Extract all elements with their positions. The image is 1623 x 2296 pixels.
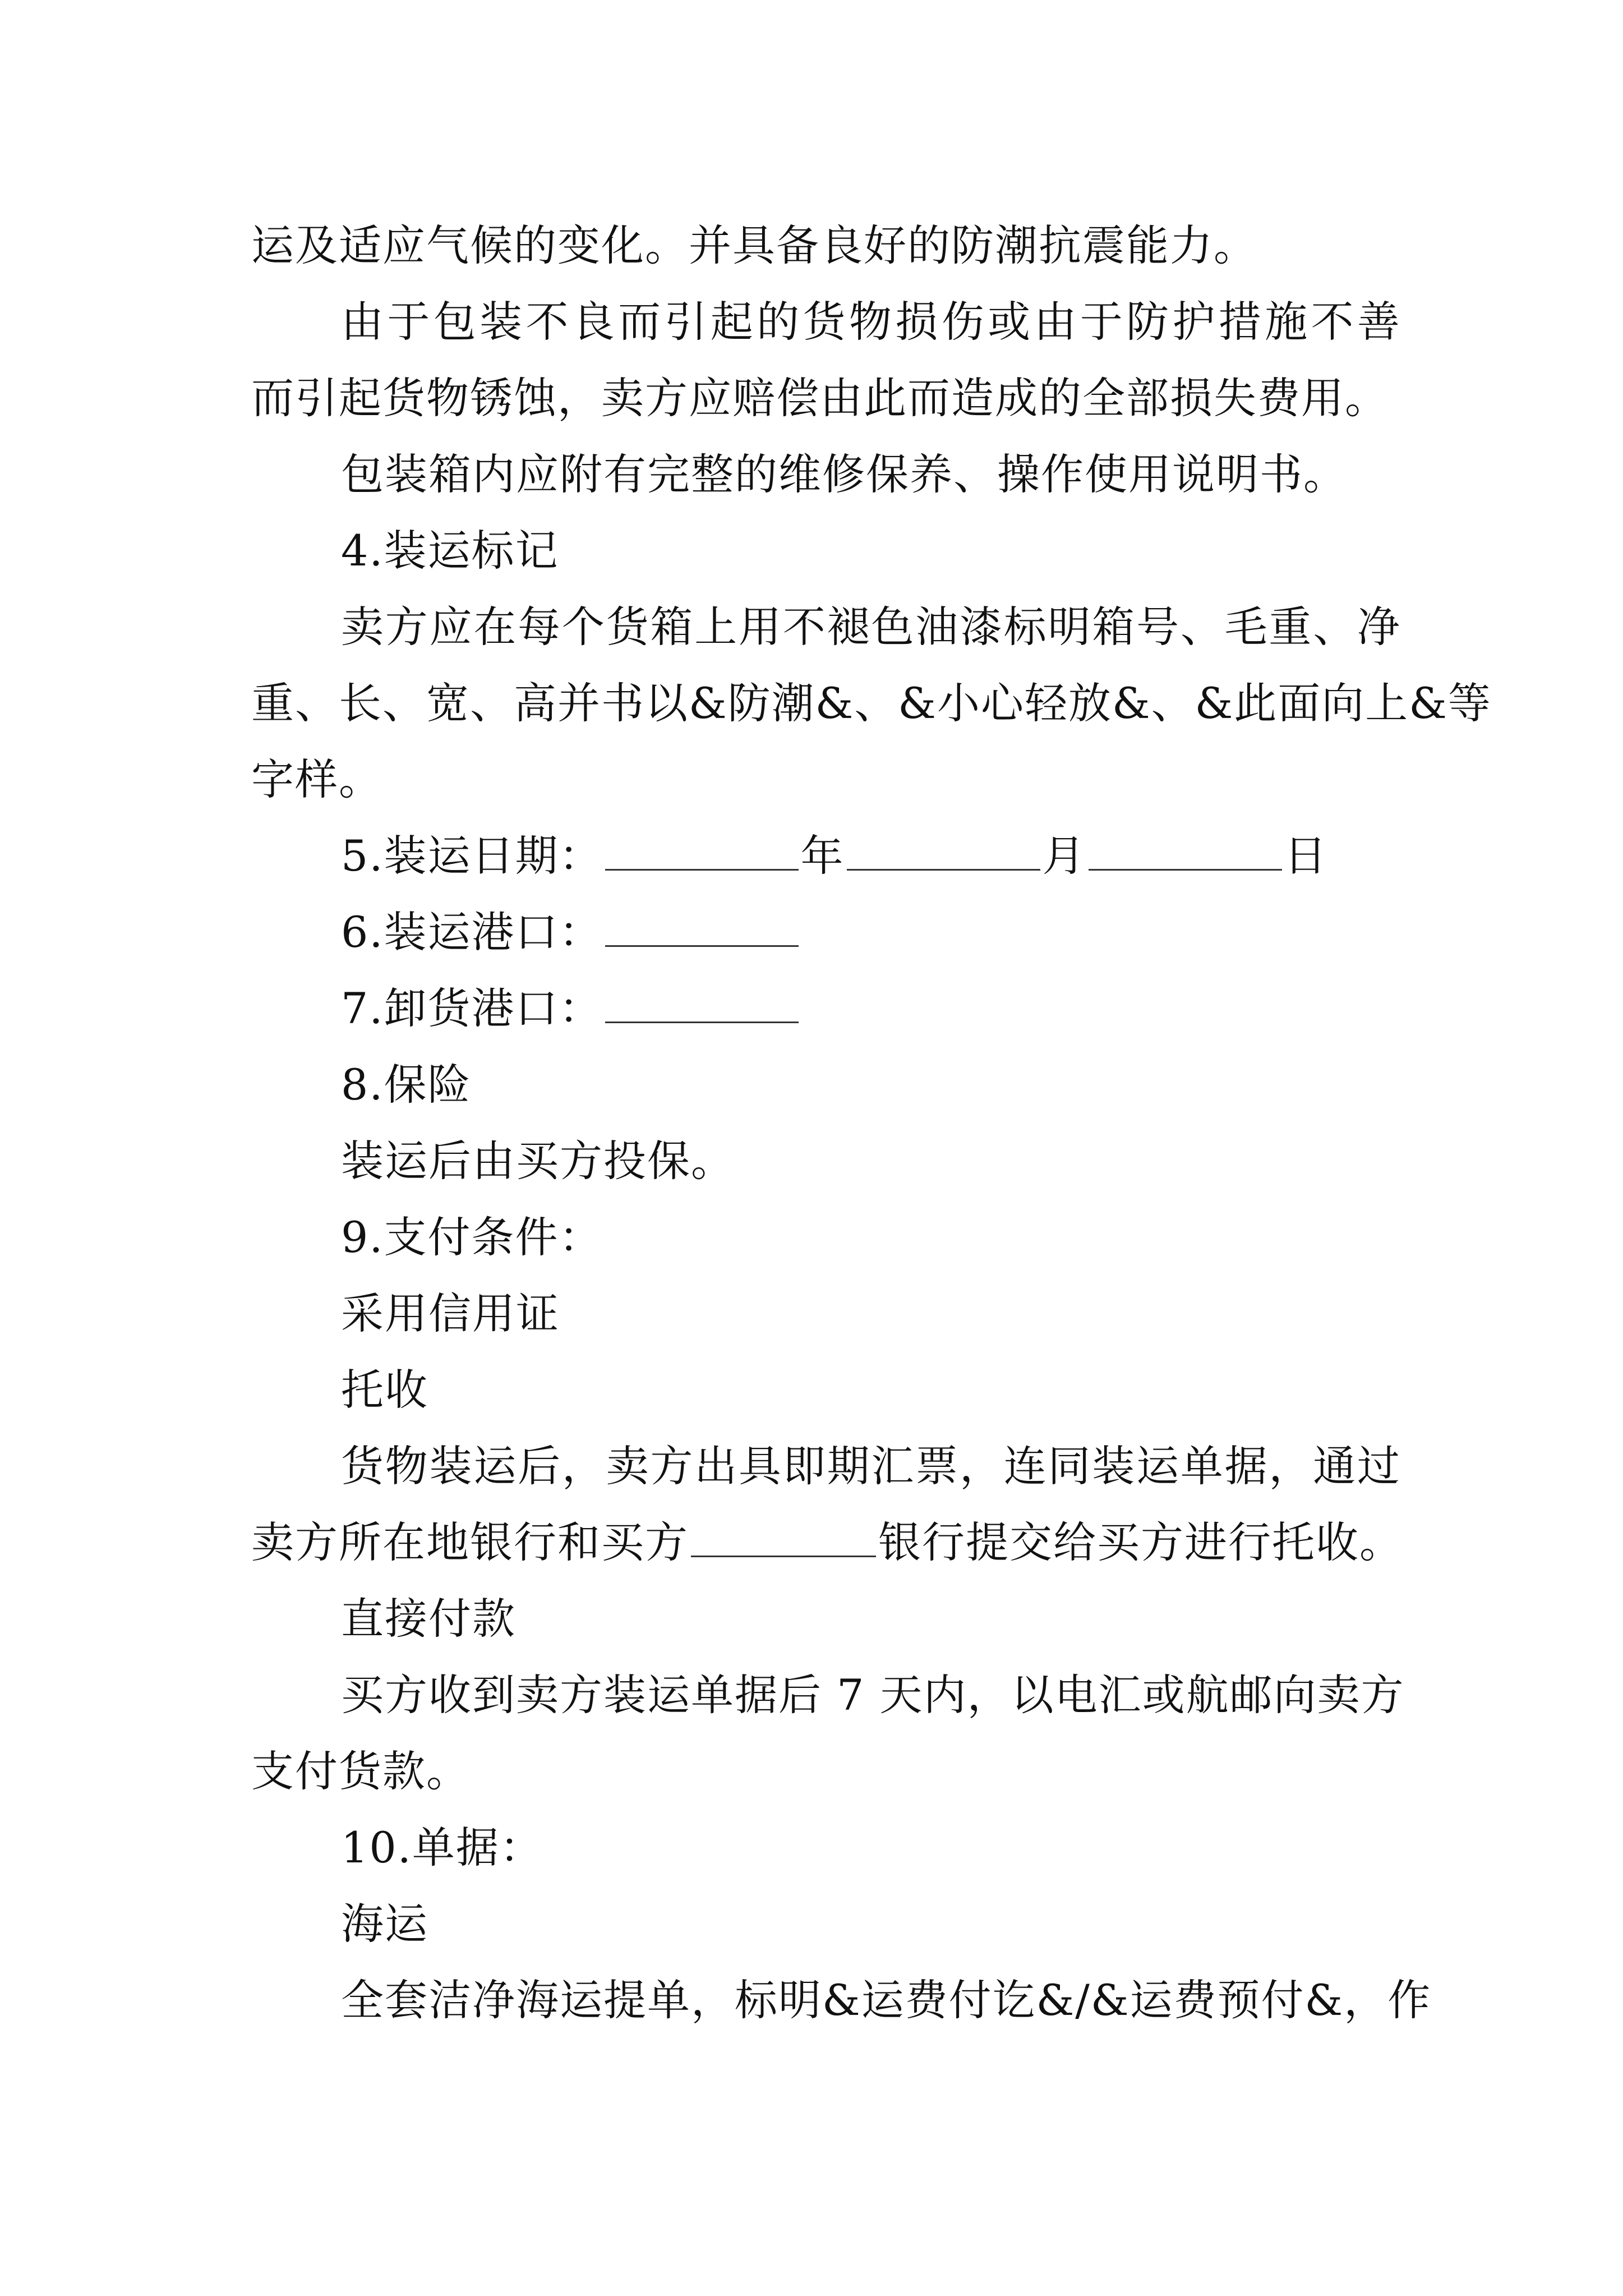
option-line: 采用信用证 bbox=[341, 1289, 560, 1338]
discharge-port-label: 7.卸货港口： bbox=[341, 983, 603, 1033]
paragraph-line: 字样。 bbox=[251, 754, 382, 804]
loading-port-line bbox=[251, 894, 1401, 970]
section-heading: 8.保险 bbox=[341, 1060, 472, 1110]
paragraph-line: 而引起货物锈蚀，卖方应赔偿由此而造成的全部损失费用。 bbox=[251, 373, 1389, 423]
section-heading: 10.单据： bbox=[341, 1823, 543, 1872]
paragraph-line: 运及适应气候的变化。并具备良好的防潮抗震能力。 bbox=[251, 220, 1257, 270]
ship-date-label: 5.装运日期： bbox=[341, 831, 603, 881]
paragraph-line: 支付货款。 bbox=[251, 1746, 470, 1796]
option-line: 海运 bbox=[341, 1899, 428, 1949]
collection-prefix: 卖方所在地银行和买方 bbox=[251, 1517, 689, 1567]
discharge-port-line bbox=[251, 970, 1401, 1047]
paragraph-line: 由于包装不良而引起的货物损伤或由于防护措施不善 bbox=[341, 297, 1401, 347]
ship-date-month-blank bbox=[847, 830, 1040, 871]
ship-date-year-label: 年 bbox=[800, 831, 845, 881]
loading-port-blank bbox=[605, 906, 799, 947]
paragraph-line: 重、长、宽、高并书以&防潮&、&小心轻放&、&此面向上&等 bbox=[251, 678, 1492, 728]
paragraph-line: 货物装运后，卖方出具即期汇票，连同装运单据，通过 bbox=[341, 1441, 1401, 1491]
ship-date-line bbox=[251, 818, 1401, 894]
document-body bbox=[251, 208, 1492, 2039]
collection-line bbox=[251, 1504, 1401, 1581]
option-line: 直接付款 bbox=[341, 1594, 516, 1644]
paragraph-line: 全套洁净海运提单，标明&运费付讫&/&运费预付&，作 bbox=[341, 1975, 1432, 2025]
ship-date-day-blank bbox=[1089, 830, 1282, 871]
option-line: 托收 bbox=[341, 1365, 428, 1415]
ship-date-month-label: 月 bbox=[1042, 831, 1086, 881]
section-heading: 4.装运标记 bbox=[341, 526, 559, 576]
paragraph-line: 包装箱内应附有完整的维修保养、操作使用说明书。 bbox=[341, 449, 1347, 499]
ship-date-year-blank bbox=[605, 830, 799, 871]
paragraph-line: 买方收到卖方装运单据后 7 天内，以电汇或航邮向卖方 bbox=[341, 1670, 1405, 1720]
buyer-bank-blank bbox=[691, 1516, 876, 1557]
collection-suffix: 银行提交给买方进行托收。 bbox=[878, 1517, 1403, 1567]
section-heading: 9.支付条件： bbox=[341, 1212, 603, 1262]
paragraph-line: 装运后由买方投保。 bbox=[341, 1136, 735, 1186]
discharge-port-blank bbox=[605, 982, 799, 1023]
loading-port-label: 6.装运港口： bbox=[341, 907, 603, 957]
paragraph-line: 卖方应在每个货箱上用不褪色油漆标明箱号、毛重、净 bbox=[341, 602, 1401, 652]
ship-date-day-label: 日 bbox=[1284, 831, 1328, 881]
